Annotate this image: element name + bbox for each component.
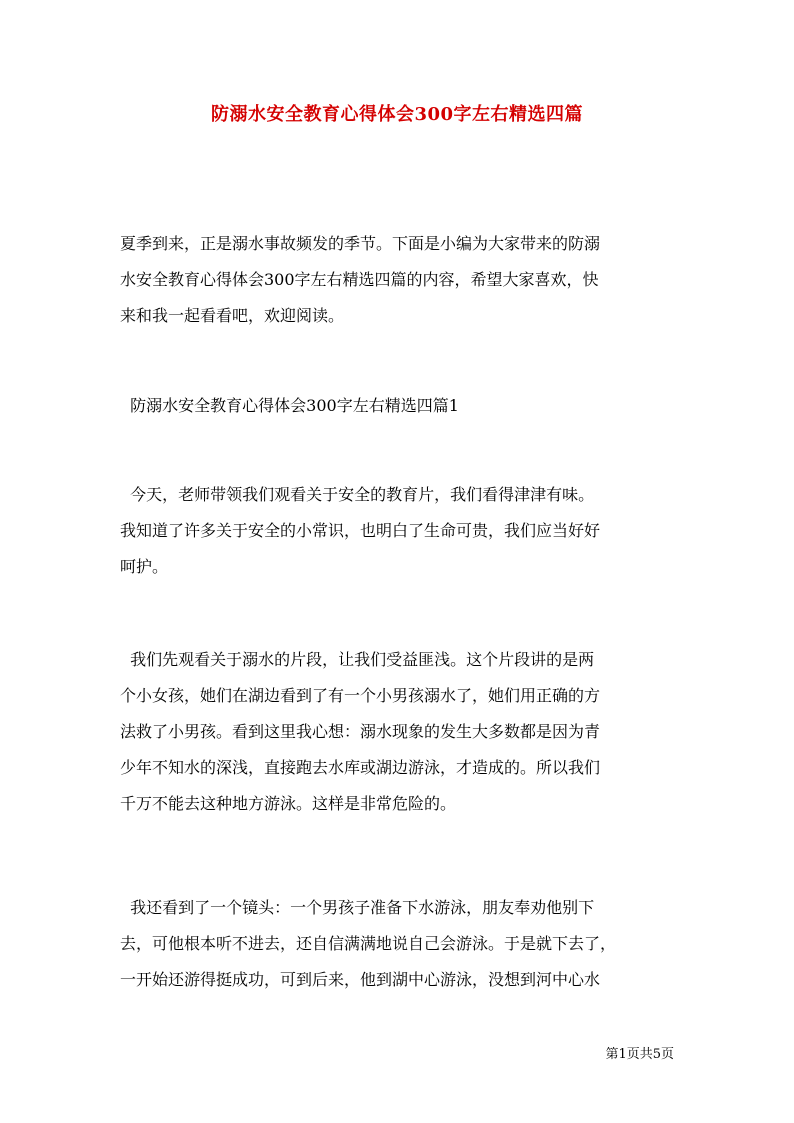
text-line: 水安全教育心得体会300字左右精选四篇的内容，希望大家喜欢，快	[120, 270, 599, 289]
text-line: 来和我一起看看吧，欢迎阅读。	[120, 306, 345, 325]
text-line: 我还看到了一个镜头：一个男孩子准备下水游泳，朋友奉劝他别下	[120, 898, 595, 917]
text-line: 少年不知水的深浅，直接跑去水库或湖边游泳，才造成的。所以我们	[120, 758, 601, 777]
section-heading	[120, 388, 676, 424]
paragraph-intro	[120, 226, 676, 334]
page-footer: 第1页共5页	[605, 1047, 674, 1062]
text-line: 防溺水安全教育心得体会300字左右精选四篇1	[120, 396, 459, 415]
text-line: 一开始还游得挺成功，可到后来，他到湖中心游泳，没想到河中心水	[120, 970, 601, 989]
document-title: 防溺水安全教育心得体会300字左右精选四篇	[210, 104, 584, 125]
text-line: 我知道了许多关于安全的小常识，也明白了生命可贵，我们应当好好	[120, 521, 601, 540]
text-line: 今天，老师带领我们观看关于安全的教育片，我们看得津津有味。	[120, 485, 595, 504]
text-line: 去，可他根本听不进去，还自信满满地说自己会游泳。于是就下去了，	[120, 934, 617, 953]
text-line: 千万不能去这种地方游泳。这样是非常危险的。	[120, 794, 457, 813]
text-line: 法救了小男孩。看到这里我心想：溺水现象的发生大多数都是因为青	[120, 722, 601, 741]
text-line: 我们先观看关于溺水的片段，让我们受益匪浅。这个片段讲的是两	[120, 650, 595, 669]
text-line: 个小女孩，她们在湖边看到了有一个小男孩溺水了，她们用正确的方	[120, 686, 601, 705]
paragraph-4	[120, 890, 676, 998]
paragraph-3	[120, 642, 676, 822]
text-line: 呵护。	[120, 557, 169, 576]
text-line: 夏季到来，正是溺水事故频发的季节。下面是小编为大家带来的防溺	[120, 234, 601, 253]
paragraph-2	[120, 477, 676, 585]
